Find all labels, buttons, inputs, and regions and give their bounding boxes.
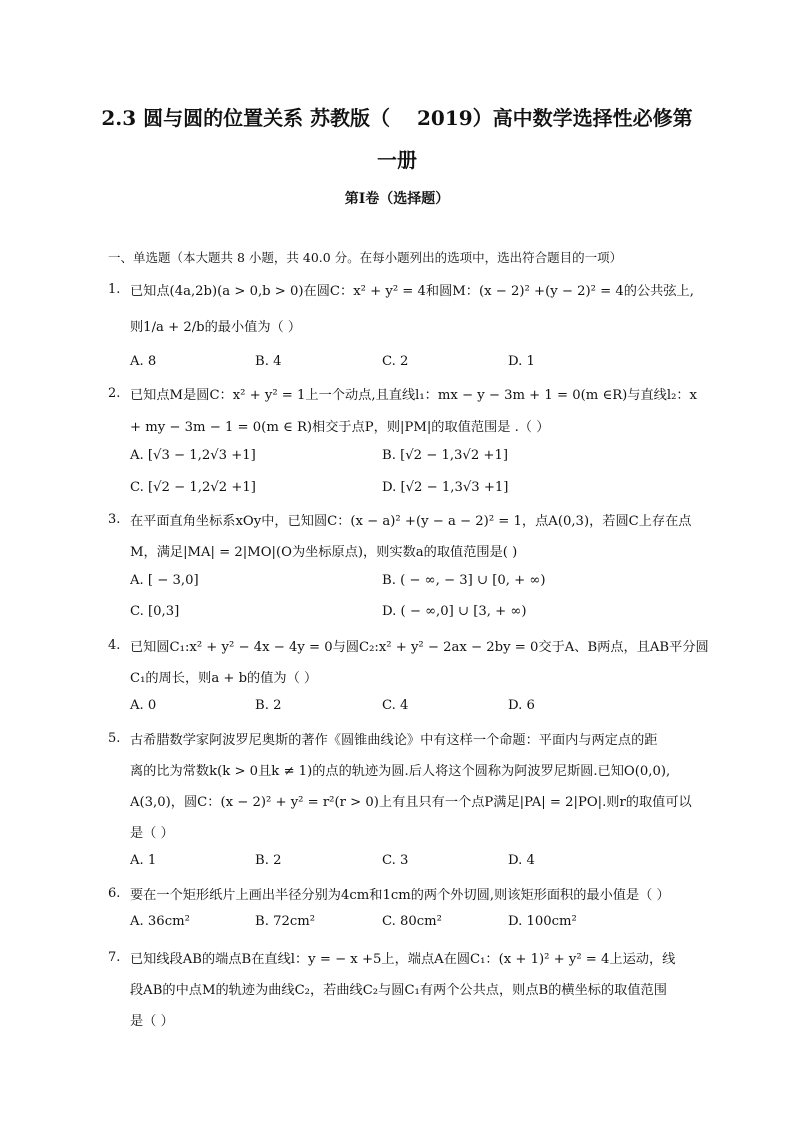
question-text: 已知圆C₁:x² + y² − 4x − 4y = 0与圆C₂:x² + y² − 2ax − 2by = 0交于A、B两点，且AB平分圆	[130, 640, 709, 655]
question-text: 离的比为常数k(k > 0且k ≠ 1)的点的轨迹为圆.后人将这个圆称为阿波罗尼斯圆.已知O(0,0),	[130, 764, 671, 779]
option-b: B. 2	[255, 853, 282, 868]
option-a: A. 8	[130, 354, 157, 369]
option-b: B. 2	[255, 698, 282, 713]
option-c: C. 4	[382, 698, 409, 713]
section-subtitle: 第Ⅰ卷（选择题）	[344, 191, 450, 207]
option-c: C. [0,3]	[130, 604, 180, 619]
question-number: 2.	[108, 386, 121, 401]
question-text: 要在一个矩形纸片上画出半径分别为4cm和1cm的两个外切圆,则该矩形面积的最小值是（ ）	[130, 888, 670, 903]
question-number: 5.	[108, 731, 121, 746]
question-number: 3.	[108, 512, 121, 527]
option-d: D. [√2 − 1,3√3 +1]	[382, 480, 509, 495]
option-c: C. 2	[382, 354, 409, 369]
question-text: + my − 3m − 1 = 0(m ∈ R)相交于点P，则|PM|的取值范围是 .（ ）	[130, 420, 550, 435]
option-a: A. 36cm²	[130, 914, 190, 929]
option-b: B. 72cm²	[255, 914, 316, 929]
question-text: 已知点M是圆C：x² + y² = 1上一个动点,且直线l₁：mx − y − 3m + 1 = 0(m ∈R)与直线l₂：x	[130, 388, 697, 403]
question-text: 是（ ）	[130, 826, 174, 841]
question-text: M，满足|MA| = 2|MO|(O为坐标原点)，则实数a的取值范围是( )	[130, 545, 518, 560]
option-d: D. 1	[508, 354, 535, 369]
question-text: A(3,0)，圆C：(x − 2)² + y² = r²(r > 0)上有且只有一个点P满足|PA| = 2|PO|.则r的取值可以	[130, 795, 692, 810]
option-d: D. ( − ∞,0] ∪ [3, + ∞)	[382, 604, 527, 619]
question-text: 古希腊数学家阿波罗尼奥斯的著作《圆锥曲线论》中有这样一个命题：平面内与两定点的距	[130, 733, 658, 748]
option-d: D. 4	[508, 853, 535, 868]
option-c: C. 3	[382, 853, 409, 868]
option-a: A. 1	[130, 853, 157, 868]
document-title-line1: 2.3 圆与圆的位置关系 苏教版（ 2019）高中数学选择性必修第	[101, 106, 693, 130]
question-text: 是（ ）	[130, 1014, 174, 1029]
option-a: A. [ − 3,0]	[130, 573, 199, 588]
option-b: B. [√2 − 1,3√2 +1]	[382, 448, 508, 463]
option-b: B. 4	[255, 354, 282, 369]
question-text: 已知线段AB的端点B在直线l：y = − x +5上，端点A在圆C₁：(x + 1)² + y² = 4上运动，线	[130, 952, 676, 967]
section-header: 一、单选题（本大题共 8 小题，共 40.0 分。在每小题列出的选项中，选出符合题目的一项）	[108, 250, 623, 265]
question-number: 7.	[108, 950, 121, 965]
option-b: B. ( − ∞, − 3] ∪ [0, + ∞)	[382, 573, 546, 588]
question-text: 已知点(4a,2b)(a > 0,b > 0)在圆C：x² + y² = 4和圆M：(x − 2)² +(y − 2)² = 4的公共弦上,	[130, 284, 694, 299]
question-text: 在平面直角坐标系xOy中，已知圆C：(x − a)² +(y − a − 2)² = 1，点A(0,3)，若圆C上存在点	[130, 514, 692, 529]
question-number: 1.	[108, 282, 121, 297]
option-c: C. [√2 − 1,2√2 +1]	[130, 480, 256, 495]
option-c: C. 80cm²	[382, 914, 442, 929]
document-title-line2: 一册	[377, 148, 417, 172]
question-number: 6.	[108, 886, 121, 901]
question-text: 则1/a + 2/b的最小值为（ ）	[130, 320, 302, 335]
option-a: A. 0	[130, 698, 157, 713]
question-text: 段AB的中点M的轨迹为曲线C₂，若曲线C₂与圆C₁有两个公共点，则点B的横坐标的取值范围	[130, 983, 667, 998]
option-d: D. 6	[508, 698, 535, 713]
question-number: 4.	[108, 638, 121, 653]
question-text: C₁的周长，则a + b的值为（ ）	[130, 671, 318, 686]
option-d: D. 100cm²	[508, 914, 577, 929]
option-a: A. [√3 − 1,2√3 +1]	[130, 448, 256, 463]
